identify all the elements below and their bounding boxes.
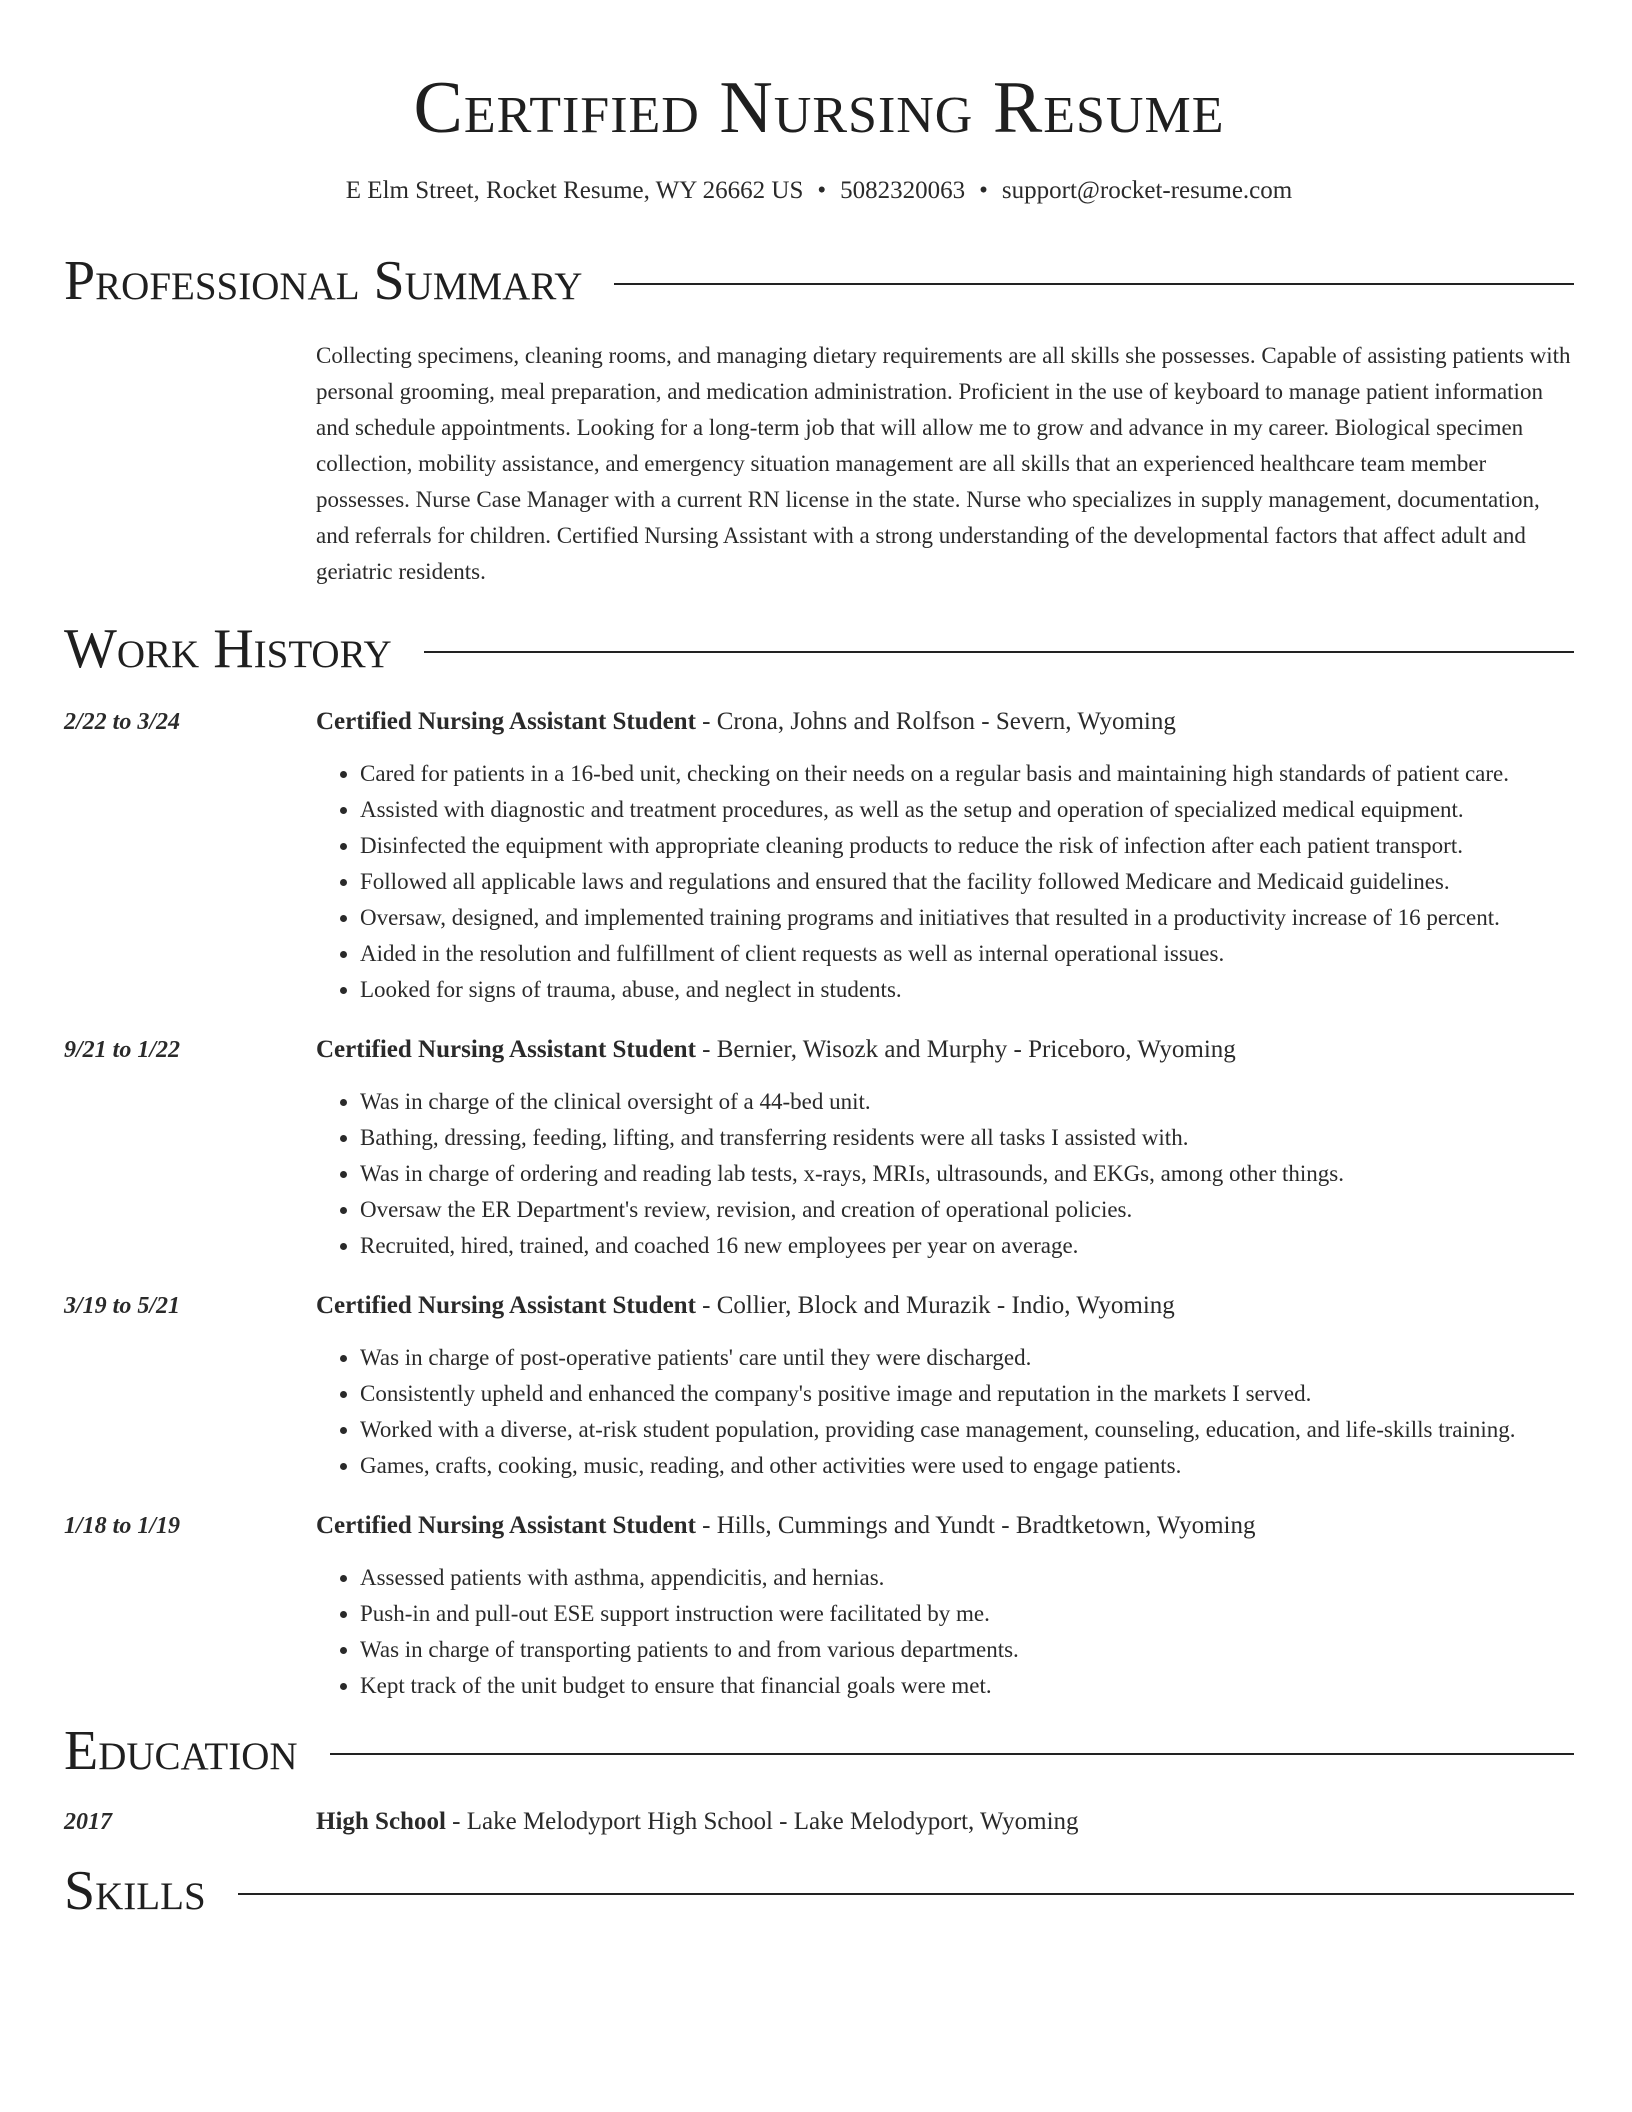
job-bullet: • Consistently upheld and enhanced the company's positive image and reputation in the markets I served. — [360, 1376, 1574, 1412]
job-dates: 2/22 to 3/24 — [64, 709, 181, 735]
job-dates: 1/18 to 1/19 — [64, 1513, 181, 1539]
education-year: 2017 — [64, 1809, 112, 1835]
job-bullet: • Assisted with diagnostic and treatment procedures, as well as the setup and operation of specialized medical equipment. — [360, 792, 1574, 828]
job-bullet: • Worked with a diverse, at-risk student population, providing case management, counseling, education, and life-skills training. — [360, 1412, 1574, 1448]
job-bullets — [316, 1084, 1574, 1264]
section-title-education: Education — [64, 1720, 298, 1782]
resume-title: Certified Nursing Resume — [413, 67, 1225, 149]
job-title: Certified Nursing Assistant Student — [316, 1292, 696, 1319]
job-details: - Collier, Block and Murazik - Indio, Wyoming — [695, 1292, 1175, 1319]
job-bullet: • Bathing, dressing, feeding, lifting, and transferring residents were all tasks I assisted with. — [360, 1120, 1574, 1156]
education-entry — [64, 1804, 1574, 1840]
job-bullet: • Kept track of the unit budget to ensure that financial goals were met. — [360, 1668, 1574, 1704]
job-entry — [64, 1508, 1574, 1704]
section-header-education — [64, 1718, 1574, 1784]
education-degree: High School — [316, 1808, 446, 1835]
job-bullet: • Oversaw the ER Department's review, revision, and creation of operational policies. — [360, 1192, 1574, 1228]
contact-phone: 5082320063 — [840, 177, 966, 204]
job-title: Certified Nursing Assistant Student — [316, 708, 696, 735]
job-bullet: • Disinfected the equipment with appropriate cleaning products to reduce the risk of infection after each patient transport. — [360, 828, 1574, 864]
job-bullet: • Was in charge of post-operative patients' care until they were discharged. — [360, 1340, 1574, 1376]
section-divider — [330, 1753, 1574, 1755]
section-header-summary — [64, 248, 1574, 314]
job-bullet: • Assessed patients with asthma, appendicitis, and hernias. — [360, 1560, 1574, 1596]
job-bullet: • Was in charge of transporting patients to and from various departments. — [360, 1632, 1574, 1668]
job-bullets — [316, 1340, 1574, 1484]
job-bullet: • Recruited, hired, trained, and coached 16 new employees per year on average. — [360, 1228, 1574, 1264]
job-details: - Bernier, Wisozk and Murphy - Priceboro, Wyoming — [695, 1036, 1236, 1063]
contact-separator: • — [979, 177, 988, 204]
section-title-work: Work History — [64, 618, 392, 680]
resume-page — [64, 0, 1574, 1924]
education-details: - Lake Melodyport High School - Lake Melodyport, Wyoming — [445, 1808, 1079, 1835]
job-bullet: • Followed all applicable laws and regulations and ensured that the facility followed Medicare and Medicaid guidelines. — [360, 864, 1574, 900]
job-bullets — [316, 756, 1574, 1008]
summary-text: Collecting specimens, cleaning rooms, and managing dietary requirements are all skills she possesses. Capable of assisting patients with personal grooming, meal preparation, and medication administration. Proficient in the use of keyboard to manage patient information and schedule appointments. Looking for a long-term job that will allow me to grow and advance in my career. Biological specimen collection, mobility assistance, and emergency situation management are all skills that an experienced healthcare team member possesses. Nurse Case Manager with a current RN license in the state. Nurse who specializes in supply management, documentation, and referrals for children. Certified Nursing Assistant with a strong understanding of the developmental factors that affect adult and geriatric residents. — [316, 343, 1571, 584]
section-title-skills: Skills — [64, 1860, 206, 1922]
job-details: - Hills, Cummings and Yundt - Bradtketown, Wyoming — [695, 1512, 1256, 1539]
job-dates: 3/19 to 5/21 — [64, 1293, 181, 1319]
education-heading — [316, 1804, 1079, 1840]
job-bullets — [316, 1560, 1574, 1704]
contact-address: E Elm Street, Rocket Resume, WY 26662 US — [345, 177, 804, 204]
contact-email: support@rocket-resume.com — [1001, 177, 1293, 204]
job-bullet: • Games, crafts, cooking, music, reading, and other activities were used to engage patients. — [360, 1448, 1574, 1484]
section-divider — [614, 283, 1574, 285]
job-entry — [64, 704, 1574, 1008]
section-divider — [238, 1893, 1574, 1895]
job-bullet: • Was in charge of the clinical oversight of a 44-bed unit. — [360, 1084, 1574, 1120]
job-bullet: • Cared for patients in a 16-bed unit, checking on their needs on a regular basis and maintaining high standards of patient care. — [360, 756, 1574, 792]
job-bullet: • Looked for signs of trauma, abuse, and neglect in students. — [360, 972, 1574, 1008]
contact-line — [64, 174, 1574, 208]
job-body — [316, 1288, 1574, 1484]
job-entry — [64, 1288, 1574, 1484]
job-heading — [316, 1288, 1574, 1324]
contact-separator: • — [817, 177, 827, 204]
section-header-skills — [64, 1858, 1574, 1924]
job-body — [316, 704, 1574, 1008]
job-details: - Crona, Johns and Rolfson - Severn, Wyoming — [695, 708, 1176, 735]
job-entry — [64, 1032, 1574, 1264]
job-bullet: • Aided in the resolution and fulfillment of client requests as well as internal operational issues. — [360, 936, 1574, 972]
job-heading — [316, 1508, 1574, 1544]
job-heading — [316, 704, 1574, 740]
section-title-summary: Professional Summary — [64, 250, 583, 312]
job-bullet: • Oversaw, designed, and implemented training programs and initiatives that resulted in a productivity increase of 16 percent. — [360, 900, 1574, 936]
section-divider — [424, 651, 1574, 653]
job-body — [316, 1508, 1574, 1704]
job-bullet: • Was in charge of ordering and reading lab tests, x-rays, MRIs, ultrasounds, and EKGs, among other things. — [360, 1156, 1574, 1192]
job-bullet: • Push-in and pull-out ESE support instruction were facilitated by me. — [360, 1596, 1574, 1632]
section-header-work — [64, 616, 1574, 682]
job-heading — [316, 1032, 1574, 1068]
job-title: Certified Nursing Assistant Student — [316, 1512, 696, 1539]
job-dates: 9/21 to 1/22 — [64, 1037, 181, 1063]
job-title: Certified Nursing Assistant Student — [316, 1036, 696, 1063]
job-body — [316, 1032, 1574, 1264]
work-history-list — [64, 704, 1574, 1704]
